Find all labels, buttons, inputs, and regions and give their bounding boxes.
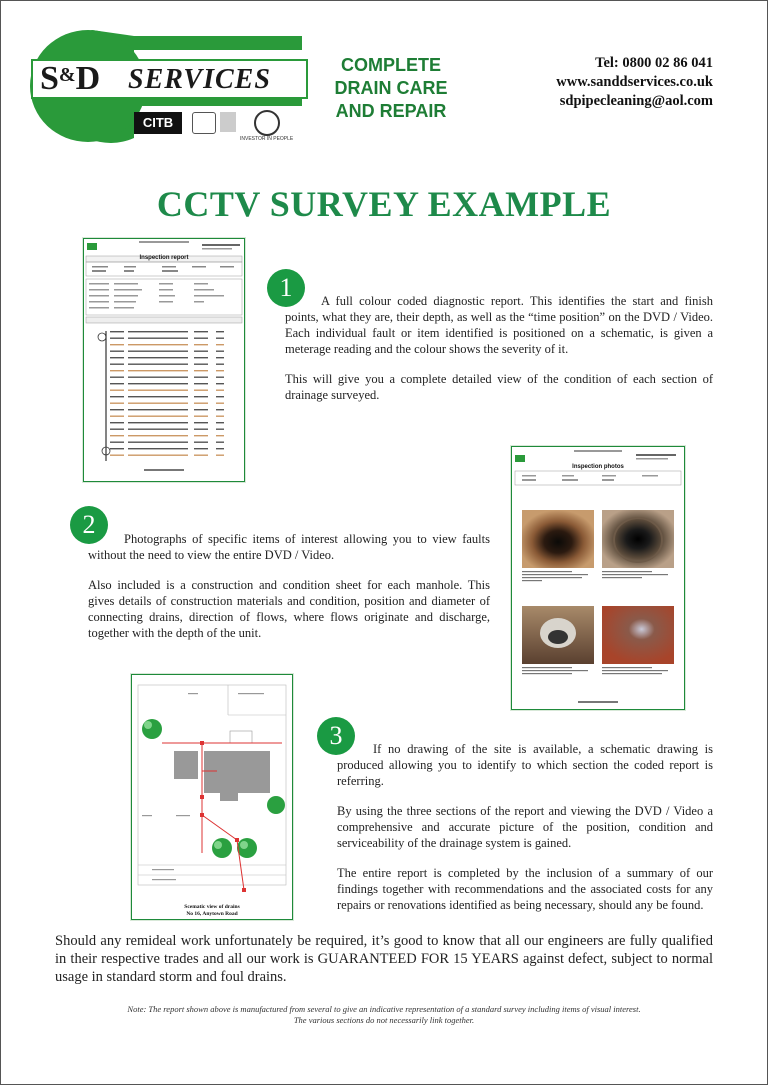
logo-letter-d: D <box>75 60 101 97</box>
citb-badge <box>134 112 182 134</box>
section-number-badge: 1 <box>267 269 305 307</box>
page-title: CCTV SURVEY EXAMPLE <box>156 184 612 224</box>
section-2-paragraph: Photographs of specific items of interest allowing you to view faults without the need to view the entire DVD / Video. <box>88 532 490 562</box>
section-1-text <box>285 293 713 417</box>
logo-letter-s: S <box>40 60 59 97</box>
quality-mark-icon <box>220 112 236 132</box>
tagline-line: COMPLETE <box>340 55 441 75</box>
website-link[interactable]: www.sanddservices.co.uk <box>556 74 713 90</box>
section-1-paragraph: This will give you a complete detailed view of the condition of each section of drainage surveyed. <box>285 372 713 402</box>
footnote-line: Note: The report shown above is manufactured from several to give an indicative representation of a standard survey including items of visual interest. <box>127 1004 641 1014</box>
investor-label: INVESTOR IN PEOPLE <box>240 136 294 142</box>
schematic-drawing-thumbnail <box>131 674 293 920</box>
tagline-line: AND REPAIR <box>335 101 447 121</box>
photos-thumbnail-heading: Inspection photos <box>572 464 624 470</box>
inspection-photos-thumbnail <box>511 446 685 710</box>
citb-label: CITB <box>142 115 174 130</box>
section-3-paragraph: If no drawing of the site is available, a schematic drawing is produced allowing you to identify to which section the coded report is referring. <box>337 742 713 788</box>
tagline-line: DRAIN CARE <box>334 78 448 98</box>
section-2-paragraph: Also included is a construction and condition sheet for each manhole. This gives details of construction materials and condition, position and diameter of connecting drains, direction of flows, where flows originate and discharge, together with the depth of the unit. <box>88 578 490 640</box>
footnote-line: The various sections do not necessarily link together. <box>293 1015 475 1025</box>
footnote <box>60 1004 708 1026</box>
email-link[interactable]: sdpipecleaning@aol.com <box>559 93 713 109</box>
logo-ampersand: & <box>58 64 76 86</box>
investor-in-people-icon <box>254 110 280 136</box>
phone-number: Tel: 0800 02 86 041 <box>595 55 713 71</box>
section-3-text <box>337 741 713 927</box>
section-number-badge: 2 <box>70 506 108 544</box>
certification-logo-icon <box>192 112 216 134</box>
company-logo <box>22 28 312 146</box>
drawing-caption-line: No 16, Anytown Road <box>186 911 238 917</box>
section-2-text <box>88 531 490 655</box>
contact-block <box>470 54 713 111</box>
section-number-badge: 3 <box>317 717 355 755</box>
tagline <box>318 54 464 123</box>
logo-services: SERVICES <box>128 64 271 95</box>
drawing-caption-line: Scematic view of drains <box>184 904 240 910</box>
section-3-paragraph: By using the three sections of the report and viewing the DVD / Video a comprehensive and accurate picture of the position, condition and serviceability of the drainage system is gained. <box>337 804 713 850</box>
inspection-report-thumbnail <box>83 238 245 482</box>
report-thumbnail-heading: Inspection report <box>139 255 189 261</box>
section-3-paragraph: The entire report is completed by the inclusion of a summary of our findings together with recommendations and the associated costs for any repairs or renovations identified as being necessary, should any be found. <box>337 866 713 912</box>
section-1-paragraph: A full colour coded diagnostic report. This identifies the start and finish points, what they are, their depth, as well as the “time position” on the DVD / Video. Each individual fault or item identified is positioned on a schematic, is given a meterage reading and the colour shows the severity of it. <box>285 294 713 356</box>
guarantee-statement: Should any remideal work unfortunately be required, it’s good to know that all our engineers are fully qualified in their respective trades and all our work is GUARANTEED FOR 15 YEARS against defect, subject to normal usage in standard storm and foul drains. <box>55 933 713 985</box>
drawing-caption <box>132 904 292 918</box>
